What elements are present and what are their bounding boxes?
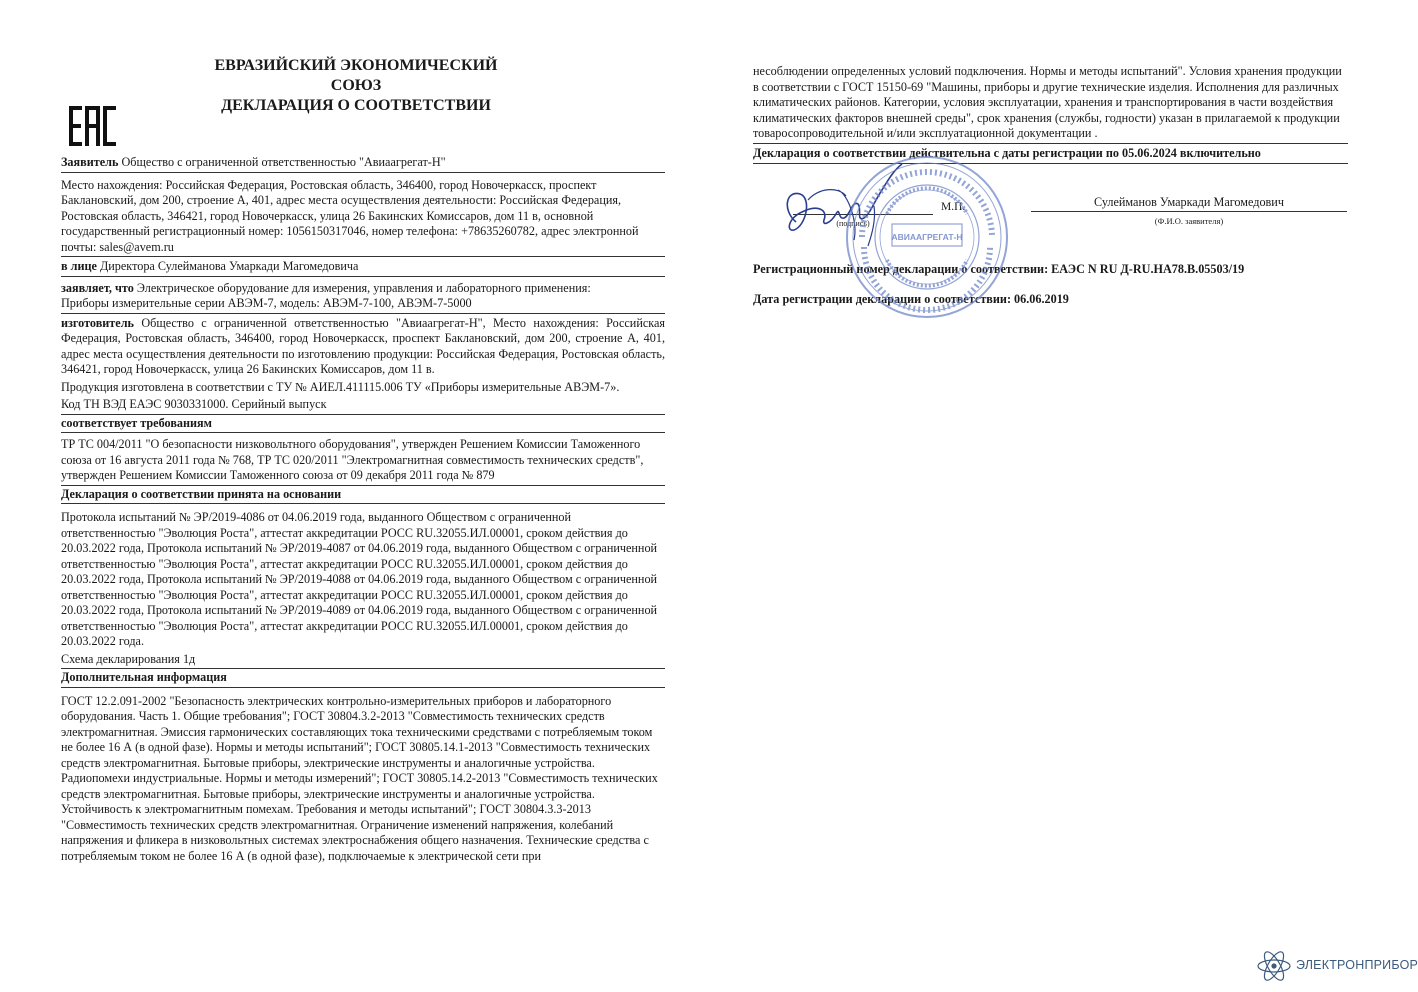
manufacturer-spec: Продукция изготовлена в соответствии с ТУ № АИЕЛ.411115.006 ТУ «Приборы измерительные АВЭМ-7». — [61, 379, 620, 394]
signatory-name: Сулейманов Умаркади Магомедович — [1031, 195, 1347, 212]
signatory-name-caption: (Ф.И.О. заявителя) — [1154, 216, 1224, 226]
represented-section — [61, 257, 665, 277]
eac-logo-icon — [67, 100, 119, 152]
signature-caption: (подпись) — [836, 219, 870, 228]
applicant-label: Заявитель — [61, 155, 119, 169]
registration-date: Дата регистрации декларации о соответствии: 06.06.2019 — [753, 291, 1069, 306]
applicant-address-section — [61, 173, 665, 258]
manufacturer-label: изготовитель — [61, 315, 134, 330]
declaration-body — [61, 154, 665, 865]
basis-value: Протокола испытаний № ЭР/2019-4086 от 04.06.2019 года, выданного Обществом с ограниченной ответственностью "Эволюция Роста", аттестат аккредитации РОСС RU.32055.ИЛ.00001, сроком действия до 20.03.2022 года, Протокола испытаний № ЭР/2019-4087 от 04.06.2019 года, выданного Обществом с ограниченной ответственностью "Эволюция Роста", аттестат аккредитации РОСС RU.32055.ИЛ.00001, сроком действия до 20.03.2022 года, Протокола испытаний № ЭР/2019-4088 от 04.06.2019 года, выданного Обществом с ограниченной ответственностью "Эволюция Роста", аттестат аккредитации РОСС RU.32055.ИЛ.00001, сроком действия до 20.03.2022 года, Протокола испытаний № ЭР/2019-4089 от 04.06.2019 года, выданного Обществом с ограниченной ответственностью "Эволюция Роста", аттестат аккредитации РОСС RU.32055.ИЛ.00001, сроком действия до 20.03.2022 года. — [61, 510, 658, 648]
applicant-value: Общество с ограниченной ответственностью "Авиаагрегат-Н" — [118, 155, 446, 169]
document-header — [201, 56, 511, 116]
stamp-label: АВИААГРЕГАТ-Н — [891, 232, 963, 242]
logo-text: ЭЛЕКТРОНПРИБОР — [1296, 958, 1418, 972]
represented-value: Директора Сулейманова Умаркади Магомедовича — [96, 259, 359, 273]
applicant-section — [61, 154, 665, 173]
additional-continuation: несоблюдении определенных условий подключения. Нормы и методы испытаний". Условия хранения продукции в соответствии с ГОСТ 15150-69 "Машины, приборы и другие технические изделия. Исполнения для различных климатических районов. Категории, условия эксплуатации, хранения и транспортирования в части воздействия климатических факторов внешней среды", срок хранения (службы, годности) указан в прилагаемой к продукции товаросопроводительной и/или эксплуатационной документации . — [753, 64, 1348, 144]
tnved-code: Код ТН ВЭД ЕАЭС 9030331000. Серийный выпуск — [61, 396, 665, 415]
additional-label: Дополнительная информация — [61, 669, 665, 688]
manufacturer-value: Общество с ограниченной ответственностью "Авиаагрегат-Н", Место нахождения: Российская Федерация, Ростовская область, 346400, город Новочеркасск, проспект Баклановский, дом 200, строение А, 401, адрес места осуществления деятельности по изготовлению продукции: Российская Федерация, Ростовская область, 346421, город Новочеркасск, улица 26 Бакинских Комиссаров, дом 11 в. — [61, 315, 665, 376]
declares-label: заявляет, что — [61, 280, 134, 295]
validity-statement: Декларация о соответствии действительна с даты регистрации по 05.06.2024 включительно — [753, 144, 1348, 165]
basis-label: Декларация о соответствии принята на основании — [61, 486, 665, 505]
union-title: ЕВРАЗИЙСКИЙ ЭКОНОМИЧЕСКИЙ СОЮЗ — [214, 57, 498, 94]
electronpribor-logo — [1256, 946, 1418, 986]
manufacturer-section — [61, 314, 665, 397]
declaration-title: ДЕКЛАРАЦИЯ О СООТВЕТСТВИИ — [221, 97, 491, 114]
represented-label: в лице — [61, 259, 97, 273]
additional-value: ГОСТ 12.2.091-2002 "Безопасность электрических контрольно-измерительных приборов и лабораторного оборудования. Часть 1. Общие требования"; ГОСТ 30804.3.2-2013 "Совместимость технических средств электромагнитная. Эмиссия гармонических составляющих тока техническими средствами с потребляемым током не более 16 А (в одной фазе). Нормы и методы испытаний"; ГОСТ 30805.14.1-2013 "Совместимость технических средств электромагнитная. Бытовые приборы, электрические инструменты и аналогичные устройства. Радиопомехи индустриальные. Нормы и методы измерений"; ГОСТ 30805.14.2-2013 "Совместимость технических средств электромагнитная. Бытовые приборы, электрические инструменты и аналогичные устройства. Устойчивость к электромагнитным помехам. Требования и методы испытаний"; ГОСТ 30804.3.3-2013 "Совместимость технических средств электромагнитная. Ограничение изменений напряжения, колебаний напряжения и фликера в низковольтных системах электроснабжения общего назначения. Технические средства с потребляемым током не более 16 А (в одной фазе), подключаемые к электрической сети при — [61, 693, 658, 863]
requirements-value: ТР ТС 004/2011 "О безопасности низковольтного оборудования", утвержден Решением Комиссии Таможенного союза от 16 августа 2011 года № 768, ТР ТС 020/2011 "Электромагнитная совместимость технических средств", утвержден Решением Комиссии Таможенного союза от 09 декабря 2011 года № 879 — [61, 433, 665, 486]
declares-value: Электрическое оборудование для измерения, управления и лабораторного применения: — [133, 280, 591, 295]
scheme: Схема декларирования 1д — [61, 651, 665, 670]
registration-number: Регистрационный номер декларации о соответствии: ЕАЭС N RU Д-RU.НА78.В.05503/19 — [753, 262, 1245, 276]
seal-place-label: М.П. — [941, 201, 966, 213]
requirements-label: соответствует требованиям — [61, 415, 665, 434]
applicant-address: Место нахождения: Российская Федерация, Ростовская область, 346400, город Новочеркасск, проспект Баклановский, дом 200, строение А, 401, адрес места осуществления деятельности: Российская Федерация, Ростовская область, 346421, город Новочеркасск, улица 26 Бакинских Комиссаров, дом 11 в, основной государственный регистрационный номер: 1056150317046, номер телефона: +78635260782, адрес электронной почты: sales@avem.ru — [61, 177, 639, 254]
declares-section — [61, 277, 665, 314]
product-name: Приборы измерительные серии АВЭМ-7, модель: АВЭМ-7-100, АВЭМ-7-5000 — [61, 296, 472, 310]
atom-icon — [1256, 948, 1292, 984]
company-stamp-icon — [842, 152, 1012, 322]
